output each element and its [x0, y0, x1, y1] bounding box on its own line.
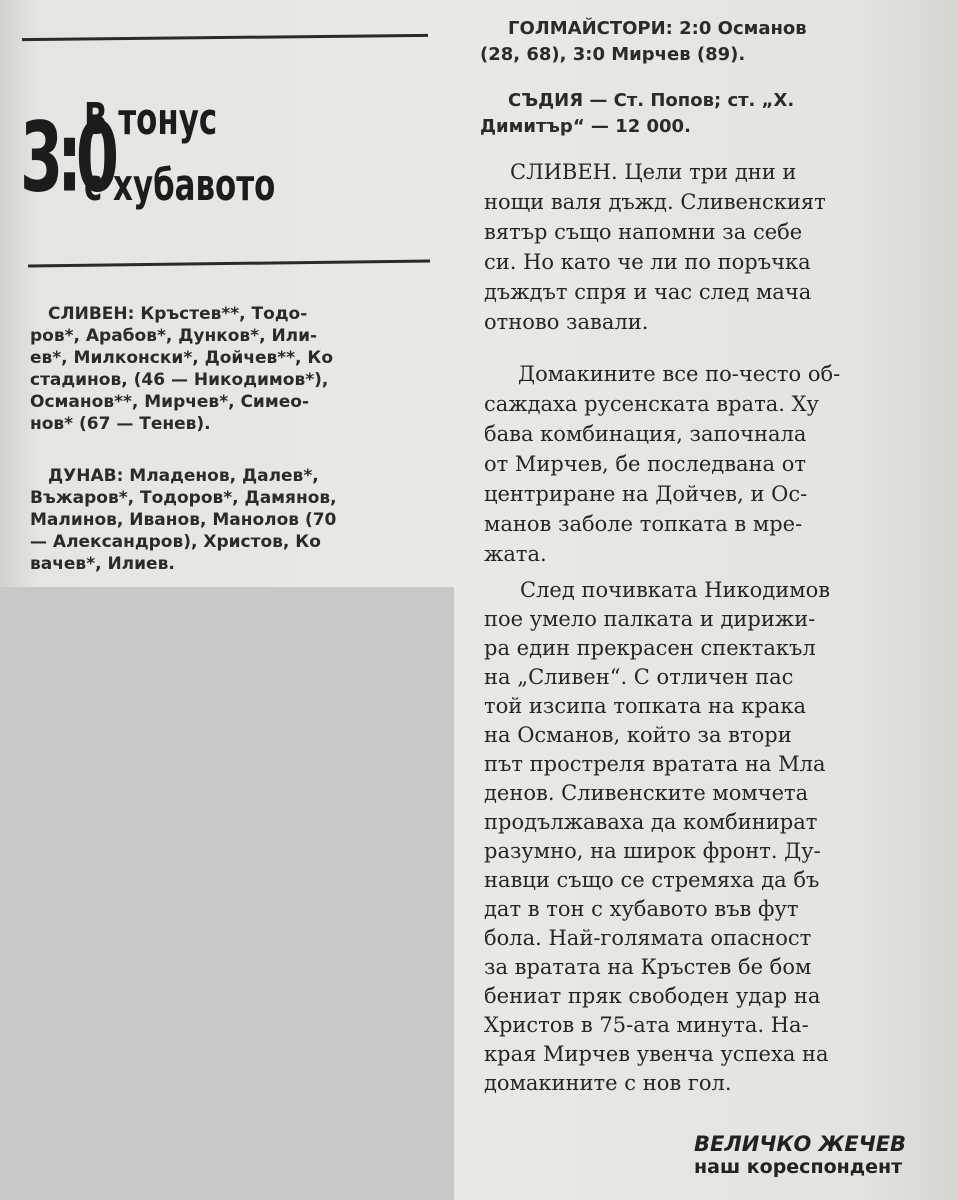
lineup-line: Османов**, Мирчев*, Симео- [30, 392, 310, 412]
text-line: денов. Сливенските момчета [484, 781, 809, 805]
text-line: за вратата на Кръстев бе бом [484, 955, 812, 979]
headline-bottom-rule [28, 260, 430, 268]
referee-line: Димитър“ — 12 000. [480, 116, 691, 137]
text-line: бава комбинация, започнала [484, 422, 807, 446]
redacted-area [0, 587, 454, 1200]
headline-score: 3:0 [20, 100, 114, 214]
text-line: СЛИВЕН. Цели три дни и [510, 160, 797, 184]
text-line: на Османов, който за втори [484, 723, 792, 747]
headline-top-rule [22, 34, 428, 41]
scorers-line: (28, 68), 3:0 Мирчев (89). [480, 44, 746, 65]
text-line: центриране на Дойчев, и Ос- [484, 482, 808, 506]
lineup-line: Малинов, Иванов, Манолов (70 [30, 510, 337, 530]
text-line: края Мирчев увенча успеха на [484, 1042, 829, 1066]
text-line: манов заболе топката в мре- [484, 512, 803, 536]
lineup-line: ев*, Милконски*, Дойчев**, Ко [30, 348, 334, 368]
byline-role: наш кореспондент [694, 1156, 903, 1178]
scorers-line: ГОЛМАЙСТОРИ: 2:0 Османов [508, 18, 807, 39]
text-line: домакините с нов гол. [484, 1071, 732, 1095]
text-line: пое умело палката и дирижи- [484, 607, 816, 631]
text-line: Домакините все по-често об- [518, 362, 841, 386]
text-line: отново завали. [484, 310, 649, 334]
text-line: от Мирчев, бе последвана от [484, 452, 807, 476]
text-line: на „Сливен“. С отличен пас [484, 665, 794, 689]
text-line: жата. [484, 542, 547, 566]
text-line: дъждът спря и час след мача [484, 280, 812, 304]
text-line: саждаха русенската врата. Ху [484, 392, 819, 416]
text-line: разумно, на широк фронт. Ду- [484, 839, 821, 863]
headline-line-1: В тонус [84, 94, 218, 145]
text-line: Христов в 75-ата минута. На- [484, 1013, 809, 1037]
text-line: навци също се стремяха да бъ [484, 868, 820, 892]
text-line: нощи валя дъжд. Сливенският [484, 190, 826, 214]
text-line: бола. Най-голямата опасност [484, 926, 812, 950]
text-line: си. Но като че ли по поръчка [484, 250, 811, 274]
lineup-line: СЛИВЕН: Кръстев**, Тодо- [48, 304, 308, 324]
lineup-line: — Александров), Христов, Ко [30, 532, 321, 552]
text-line: дат в тон с хубавото във фут [484, 897, 799, 921]
text-line: път простреля вратата на Мла [484, 752, 826, 776]
lineup-line: Въжаров*, Тодоров*, Дамянов, [30, 488, 337, 508]
text-line: продължаваха да комбинират [484, 810, 818, 834]
text-line: той изсипа топката на крака [484, 694, 806, 718]
referee-line: СЪДИЯ — Ст. Попов; ст. „Х. [508, 90, 795, 111]
text-line: бениат пряк свободен удар на [484, 984, 821, 1008]
text-line: След почивката Никодимов [520, 578, 831, 602]
lineup-line: стадинов, (46 — Никодимов*), [30, 370, 329, 390]
lineup-line: ров*, Арабов*, Дунков*, Или- [30, 326, 318, 346]
text-line: вятър също напомни за себе [484, 220, 803, 244]
lineup-line: вачев*, Илиев. [30, 554, 175, 574]
lineup-line: ДУНАВ: Младенов, Далев*, [48, 466, 319, 486]
text-line: ра един прекрасен спектакъл [484, 636, 816, 660]
lineup-line: нов* (67 — Тенев). [30, 414, 211, 434]
headline-line-2: с хубавото [84, 160, 276, 211]
byline-author: ВЕЛИЧКО ЖЕЧЕВ [694, 1132, 907, 1156]
